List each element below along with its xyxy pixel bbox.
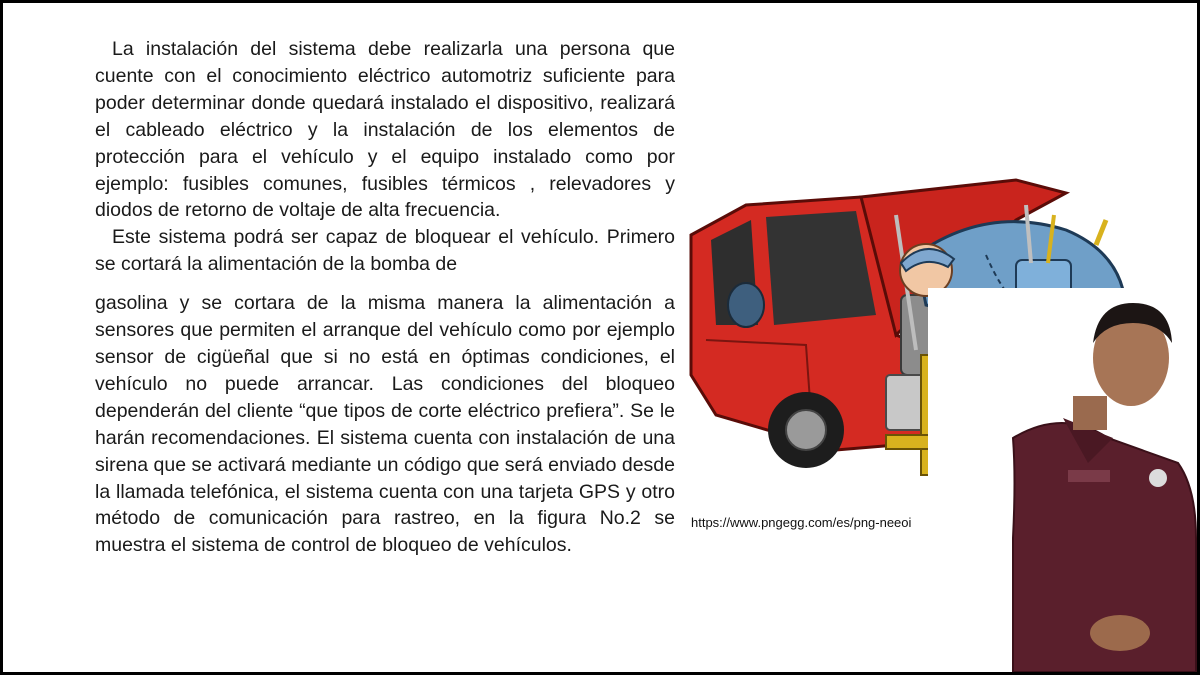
presenter-video-overlay	[928, 288, 1197, 672]
car-hubcap	[786, 410, 826, 450]
car-mirror	[728, 283, 764, 327]
body-text	[95, 36, 675, 559]
slide	[3, 3, 1197, 672]
paragraph-1: La instalación del sistema debe realizarla una persona que cuente con el conocimiento eléctrico automotriz suficiente para poder determinar donde quedará instalado el dispositivo, realizará el cableado eléctrico y la instalación de los elementos de protección para el vehículo y el equipo instalado como por ejemplo: fusibles comunes, fusibles térmicos , relevadores y diodos de retorno de voltaje de alta frecuencia.	[95, 38, 675, 222]
image-source-url: https://www.pngegg.com/es/png-neeoi	[691, 515, 912, 530]
presenter-neck	[1073, 396, 1107, 430]
paragraph-2: Este sistema podrá ser capaz de bloquear el vehículo. Primero se cortará la alimentación de la bomba de	[95, 226, 675, 276]
presenter-hands	[1090, 615, 1150, 651]
presenter-badge-icon	[1149, 469, 1167, 487]
paragraph-3: gasolina y se cortara de la misma manera la alimentación a sensores que permiten el arranque del vehículo como por ejemplo sensor de cigüeñal que si no está en óptimas condiciones, el vehículo no puede arrancar. Las condiciones del bloqueo dependerán del cliente “que tipos de corte eléctrico prefiera”. Se le harán recomendaciones. El sistema cuenta con instalación de una sirena que se activará mediante un código que será enviado desde la llamada telefónica, el sistema cuenta con una tarjeta GPS y otro método de comunicación para rastreo, en la figura No.2 se muestra el sistema de control de bloqueo de vehículos.	[95, 292, 675, 557]
wrench-3	[1096, 220, 1106, 245]
presenter-name-tag	[1068, 470, 1110, 482]
